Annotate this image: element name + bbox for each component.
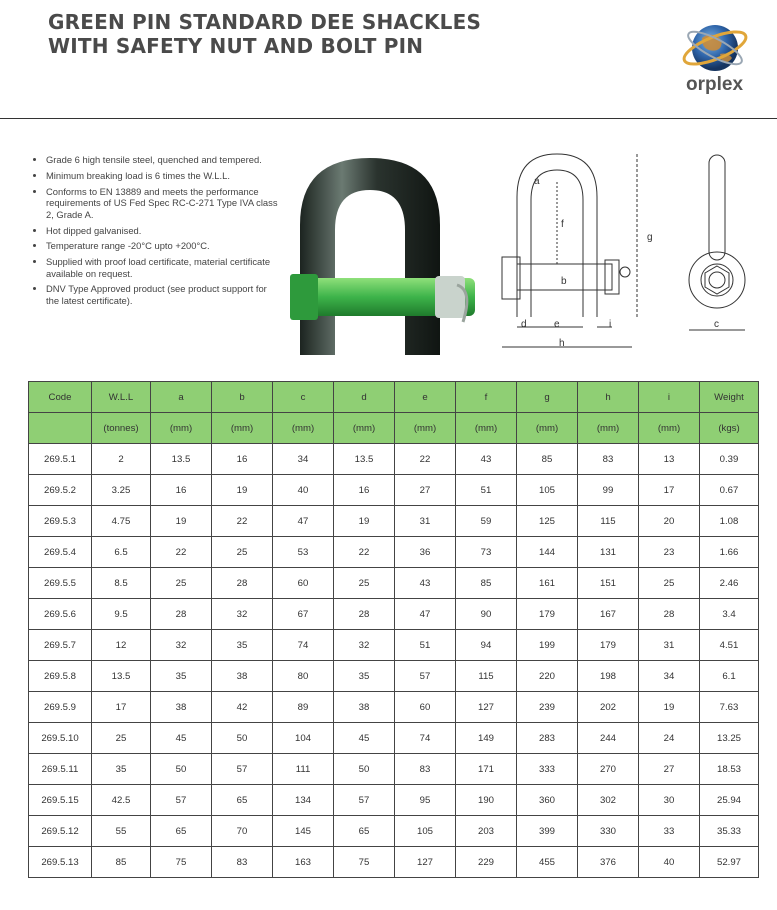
table-cell: 43 bbox=[395, 568, 456, 599]
feature-item: • Supplied with proof load certificate, material certificate available on request. bbox=[46, 256, 281, 279]
table-cell: 99 bbox=[578, 475, 639, 506]
table-cell: 16 bbox=[151, 475, 212, 506]
table-cell: 127 bbox=[456, 692, 517, 723]
table-cell: 30 bbox=[639, 785, 700, 816]
table-cell: 3.4 bbox=[700, 599, 759, 630]
table-cell: 199 bbox=[517, 630, 578, 661]
table-cell: 13.5 bbox=[151, 444, 212, 475]
feature-item: • Temperature range -20°C upto +200°C. bbox=[46, 240, 281, 252]
table-cell: 8.5 bbox=[92, 568, 151, 599]
table-row bbox=[29, 568, 759, 599]
table-cell: 13 bbox=[639, 444, 700, 475]
dim-label-f: f bbox=[561, 219, 564, 230]
table-cell: 35 bbox=[334, 661, 395, 692]
table-cell: 32 bbox=[151, 630, 212, 661]
table-cell: 13.5 bbox=[92, 661, 151, 692]
table-row bbox=[29, 475, 759, 506]
column-unit: (mm) bbox=[273, 413, 334, 444]
table-cell: 51 bbox=[395, 630, 456, 661]
table-cell: 163 bbox=[273, 847, 334, 878]
dim-label-i: i bbox=[609, 319, 612, 330]
table-cell: 269.5.2 bbox=[29, 475, 92, 506]
table-cell: 32 bbox=[334, 630, 395, 661]
table-cell: 198 bbox=[578, 661, 639, 692]
table-cell: 229 bbox=[456, 847, 517, 878]
column-unit: (mm) bbox=[151, 413, 212, 444]
shackle-front-drawing bbox=[497, 152, 672, 357]
table-cell: 269.5.4 bbox=[29, 537, 92, 568]
table-cell: 80 bbox=[273, 661, 334, 692]
dim-label-side-c: c bbox=[714, 319, 719, 330]
table-cell: 35 bbox=[92, 754, 151, 785]
table-cell: 73 bbox=[456, 537, 517, 568]
title-line-2: WITH SAFETY NUT AND BOLT PIN bbox=[48, 34, 424, 58]
dim-label-a: a bbox=[534, 176, 540, 187]
shackle-side-drawing bbox=[682, 150, 752, 345]
shackle-product-image bbox=[285, 150, 480, 360]
table-cell: 2.46 bbox=[700, 568, 759, 599]
column-header: e bbox=[395, 382, 456, 413]
table-cell: 25 bbox=[639, 568, 700, 599]
table-cell: 179 bbox=[578, 630, 639, 661]
table-cell: 3.25 bbox=[92, 475, 151, 506]
table-cell: 399 bbox=[517, 816, 578, 847]
table-cell: 239 bbox=[517, 692, 578, 723]
column-header: c bbox=[273, 382, 334, 413]
table-cell: 95 bbox=[395, 785, 456, 816]
table-cell: 161 bbox=[517, 568, 578, 599]
column-unit: (tonnes) bbox=[92, 413, 151, 444]
table-row bbox=[29, 537, 759, 568]
header bbox=[0, 0, 777, 119]
table-cell: 25 bbox=[92, 723, 151, 754]
table-cell: 302 bbox=[578, 785, 639, 816]
table-cell: 25.94 bbox=[700, 785, 759, 816]
column-header: Code bbox=[29, 382, 92, 413]
feature-item: • Conforms to EN 13889 and meets the performance requirements of US Fed Spec RC-C-271 Type IVA class 2, Grade A. bbox=[46, 186, 281, 221]
table-row bbox=[29, 661, 759, 692]
table-cell: 47 bbox=[395, 599, 456, 630]
table-row bbox=[29, 816, 759, 847]
column-header: i bbox=[639, 382, 700, 413]
table-cell: 105 bbox=[517, 475, 578, 506]
table-cell: 115 bbox=[456, 661, 517, 692]
table-cell: 333 bbox=[517, 754, 578, 785]
table-cell: 269.5.3 bbox=[29, 506, 92, 537]
table-cell: 9.5 bbox=[92, 599, 151, 630]
table-cell: 32 bbox=[212, 599, 273, 630]
table-cell: 90 bbox=[456, 599, 517, 630]
table-cell: 28 bbox=[151, 599, 212, 630]
table-cell: 35 bbox=[212, 630, 273, 661]
header-row bbox=[29, 382, 759, 413]
table-cell: 17 bbox=[639, 475, 700, 506]
table-row bbox=[29, 847, 759, 878]
table-cell: 145 bbox=[273, 816, 334, 847]
table-cell: 35 bbox=[151, 661, 212, 692]
table-cell: 125 bbox=[517, 506, 578, 537]
column-unit: (kgs) bbox=[700, 413, 759, 444]
table-cell: 19 bbox=[151, 506, 212, 537]
table-cell: 4.75 bbox=[92, 506, 151, 537]
table-row bbox=[29, 692, 759, 723]
table-cell: 269.5.13 bbox=[29, 847, 92, 878]
table-cell: 36 bbox=[395, 537, 456, 568]
table-cell: 330 bbox=[578, 816, 639, 847]
column-header: f bbox=[456, 382, 517, 413]
table-cell: 360 bbox=[517, 785, 578, 816]
table-cell: 20 bbox=[639, 506, 700, 537]
table-cell: 38 bbox=[151, 692, 212, 723]
table-cell: 12 bbox=[92, 630, 151, 661]
table-row bbox=[29, 599, 759, 630]
table-cell: 269.5.15 bbox=[29, 785, 92, 816]
table-cell: 70 bbox=[212, 816, 273, 847]
table-cell: 83 bbox=[578, 444, 639, 475]
table-cell: 59 bbox=[456, 506, 517, 537]
logo-wordmark: orplex bbox=[686, 74, 744, 95]
table-cell: 376 bbox=[578, 847, 639, 878]
dim-label-d: d bbox=[521, 319, 527, 330]
table-cell: 52.97 bbox=[700, 847, 759, 878]
table-cell: 269.5.7 bbox=[29, 630, 92, 661]
table-cell: 34 bbox=[273, 444, 334, 475]
table-cell: 67 bbox=[273, 599, 334, 630]
table-cell: 203 bbox=[456, 816, 517, 847]
table-cell: 144 bbox=[517, 537, 578, 568]
table-cell: 270 bbox=[578, 754, 639, 785]
table-cell: 269.5.6 bbox=[29, 599, 92, 630]
column-unit: (mm) bbox=[395, 413, 456, 444]
table-cell: 269.5.10 bbox=[29, 723, 92, 754]
table-cell: 83 bbox=[212, 847, 273, 878]
table-cell: 13.5 bbox=[334, 444, 395, 475]
dim-label-g: g bbox=[647, 232, 653, 243]
table-cell: 111 bbox=[273, 754, 334, 785]
table-cell: 19 bbox=[334, 506, 395, 537]
column-header: b bbox=[212, 382, 273, 413]
table-cell: 115 bbox=[578, 506, 639, 537]
column-header: h bbox=[578, 382, 639, 413]
table-cell: 269.5.12 bbox=[29, 816, 92, 847]
table-cell: 25 bbox=[151, 568, 212, 599]
table-cell: 38 bbox=[212, 661, 273, 692]
table-cell: 1.66 bbox=[700, 537, 759, 568]
table-cell: 22 bbox=[212, 506, 273, 537]
table-row bbox=[29, 630, 759, 661]
column-header: Weight bbox=[700, 382, 759, 413]
table-row bbox=[29, 723, 759, 754]
table-cell: 47 bbox=[273, 506, 334, 537]
table-cell: 27 bbox=[639, 754, 700, 785]
table-cell: 33 bbox=[639, 816, 700, 847]
table-cell: 28 bbox=[212, 568, 273, 599]
table-cell: 455 bbox=[517, 847, 578, 878]
table-cell: 57 bbox=[212, 754, 273, 785]
table-cell: 85 bbox=[517, 444, 578, 475]
table-cell: 269.5.1 bbox=[29, 444, 92, 475]
column-unit: (mm) bbox=[578, 413, 639, 444]
table-cell: 13.25 bbox=[700, 723, 759, 754]
header-divider bbox=[0, 118, 777, 119]
table-cell: 23 bbox=[639, 537, 700, 568]
table-cell: 171 bbox=[456, 754, 517, 785]
table-cell: 85 bbox=[92, 847, 151, 878]
table-cell: 202 bbox=[578, 692, 639, 723]
table-cell: 220 bbox=[517, 661, 578, 692]
dim-label-e: e bbox=[554, 319, 560, 330]
page-title bbox=[48, 10, 481, 58]
units-row bbox=[29, 413, 759, 444]
column-unit: (mm) bbox=[517, 413, 578, 444]
dim-label-b: b bbox=[561, 276, 567, 287]
table-cell: 104 bbox=[273, 723, 334, 754]
table-cell: 45 bbox=[151, 723, 212, 754]
table-cell: 65 bbox=[334, 816, 395, 847]
column-header: g bbox=[517, 382, 578, 413]
feature-list bbox=[30, 154, 281, 311]
table-cell: 28 bbox=[334, 599, 395, 630]
feature-item: • Minimum breaking load is 6 times the W.L.L. bbox=[46, 170, 281, 182]
column-unit: (mm) bbox=[456, 413, 517, 444]
table-cell: 22 bbox=[395, 444, 456, 475]
table-cell: 57 bbox=[151, 785, 212, 816]
table-cell: 57 bbox=[334, 785, 395, 816]
table-cell: 2 bbox=[92, 444, 151, 475]
table-cell: 167 bbox=[578, 599, 639, 630]
column-unit: (mm) bbox=[212, 413, 273, 444]
table-cell: 244 bbox=[578, 723, 639, 754]
table-cell: 16 bbox=[334, 475, 395, 506]
table-cell: 24 bbox=[639, 723, 700, 754]
column-unit bbox=[29, 413, 92, 444]
table-cell: 57 bbox=[395, 661, 456, 692]
table-cell: 31 bbox=[639, 630, 700, 661]
table-cell: 190 bbox=[456, 785, 517, 816]
specification-table bbox=[28, 381, 759, 878]
feature-item: • Grade 6 high tensile steel, quenched and tempered. bbox=[46, 154, 281, 166]
table-cell: 38 bbox=[334, 692, 395, 723]
table-cell: 127 bbox=[395, 847, 456, 878]
table-cell: 1.08 bbox=[700, 506, 759, 537]
table-row bbox=[29, 506, 759, 537]
column-unit: (mm) bbox=[639, 413, 700, 444]
table-cell: 22 bbox=[334, 537, 395, 568]
table-cell: 34 bbox=[639, 661, 700, 692]
table-cell: 85 bbox=[456, 568, 517, 599]
table-row bbox=[29, 444, 759, 475]
table-cell: 42 bbox=[212, 692, 273, 723]
table-cell: 42.5 bbox=[92, 785, 151, 816]
table-cell: 35.33 bbox=[700, 816, 759, 847]
table-cell: 83 bbox=[395, 754, 456, 785]
table-cell: 19 bbox=[639, 692, 700, 723]
column-header: d bbox=[334, 382, 395, 413]
table-cell: 131 bbox=[578, 537, 639, 568]
table-cell: 269.5.8 bbox=[29, 661, 92, 692]
table-cell: 25 bbox=[334, 568, 395, 599]
table-cell: 19 bbox=[212, 475, 273, 506]
table-cell: 269.5.11 bbox=[29, 754, 92, 785]
table-cell: 74 bbox=[273, 630, 334, 661]
table-cell: 179 bbox=[517, 599, 578, 630]
table-cell: 105 bbox=[395, 816, 456, 847]
table-cell: 50 bbox=[212, 723, 273, 754]
table-cell: 45 bbox=[334, 723, 395, 754]
table-cell: 25 bbox=[212, 537, 273, 568]
table-cell: 89 bbox=[273, 692, 334, 723]
table-cell: 151 bbox=[578, 568, 639, 599]
title-line-1: GREEN PIN STANDARD DEE SHACKLES bbox=[48, 10, 482, 34]
table-cell: 65 bbox=[212, 785, 273, 816]
table-cell: 7.63 bbox=[700, 692, 759, 723]
table-cell: 60 bbox=[395, 692, 456, 723]
table-cell: 74 bbox=[395, 723, 456, 754]
table-cell: 269.5.5 bbox=[29, 568, 92, 599]
table-cell: 0.39 bbox=[700, 444, 759, 475]
feature-item: • DNV Type Approved product (see product support for the latest certificate). bbox=[46, 283, 281, 306]
table-cell: 75 bbox=[151, 847, 212, 878]
table-cell: 6.5 bbox=[92, 537, 151, 568]
table-cell: 50 bbox=[334, 754, 395, 785]
table-row bbox=[29, 785, 759, 816]
table-cell: 53 bbox=[273, 537, 334, 568]
table-cell: 149 bbox=[456, 723, 517, 754]
table-cell: 40 bbox=[639, 847, 700, 878]
table-cell: 4.51 bbox=[700, 630, 759, 661]
table-cell: 55 bbox=[92, 816, 151, 847]
feature-item: • Hot dipped galvanised. bbox=[46, 225, 281, 237]
table-row bbox=[29, 754, 759, 785]
table-cell: 28 bbox=[639, 599, 700, 630]
dim-label-h: h bbox=[559, 338, 565, 349]
table-cell: 31 bbox=[395, 506, 456, 537]
column-unit: (mm) bbox=[334, 413, 395, 444]
table-cell: 60 bbox=[273, 568, 334, 599]
table-cell: 6.1 bbox=[700, 661, 759, 692]
table-cell: 94 bbox=[456, 630, 517, 661]
table-cell: 75 bbox=[334, 847, 395, 878]
table-cell: 134 bbox=[273, 785, 334, 816]
table-cell: 22 bbox=[151, 537, 212, 568]
table-cell: 283 bbox=[517, 723, 578, 754]
table-cell: 65 bbox=[151, 816, 212, 847]
table-cell: 50 bbox=[151, 754, 212, 785]
column-header: a bbox=[151, 382, 212, 413]
table-cell: 269.5.9 bbox=[29, 692, 92, 723]
table-cell: 43 bbox=[456, 444, 517, 475]
table-cell: 18.53 bbox=[700, 754, 759, 785]
table-cell: 0.67 bbox=[700, 475, 759, 506]
table-cell: 17 bbox=[92, 692, 151, 723]
table-cell: 16 bbox=[212, 444, 273, 475]
column-header: W.L.L bbox=[92, 382, 151, 413]
table-cell: 51 bbox=[456, 475, 517, 506]
table-cell: 40 bbox=[273, 475, 334, 506]
table-cell: 27 bbox=[395, 475, 456, 506]
